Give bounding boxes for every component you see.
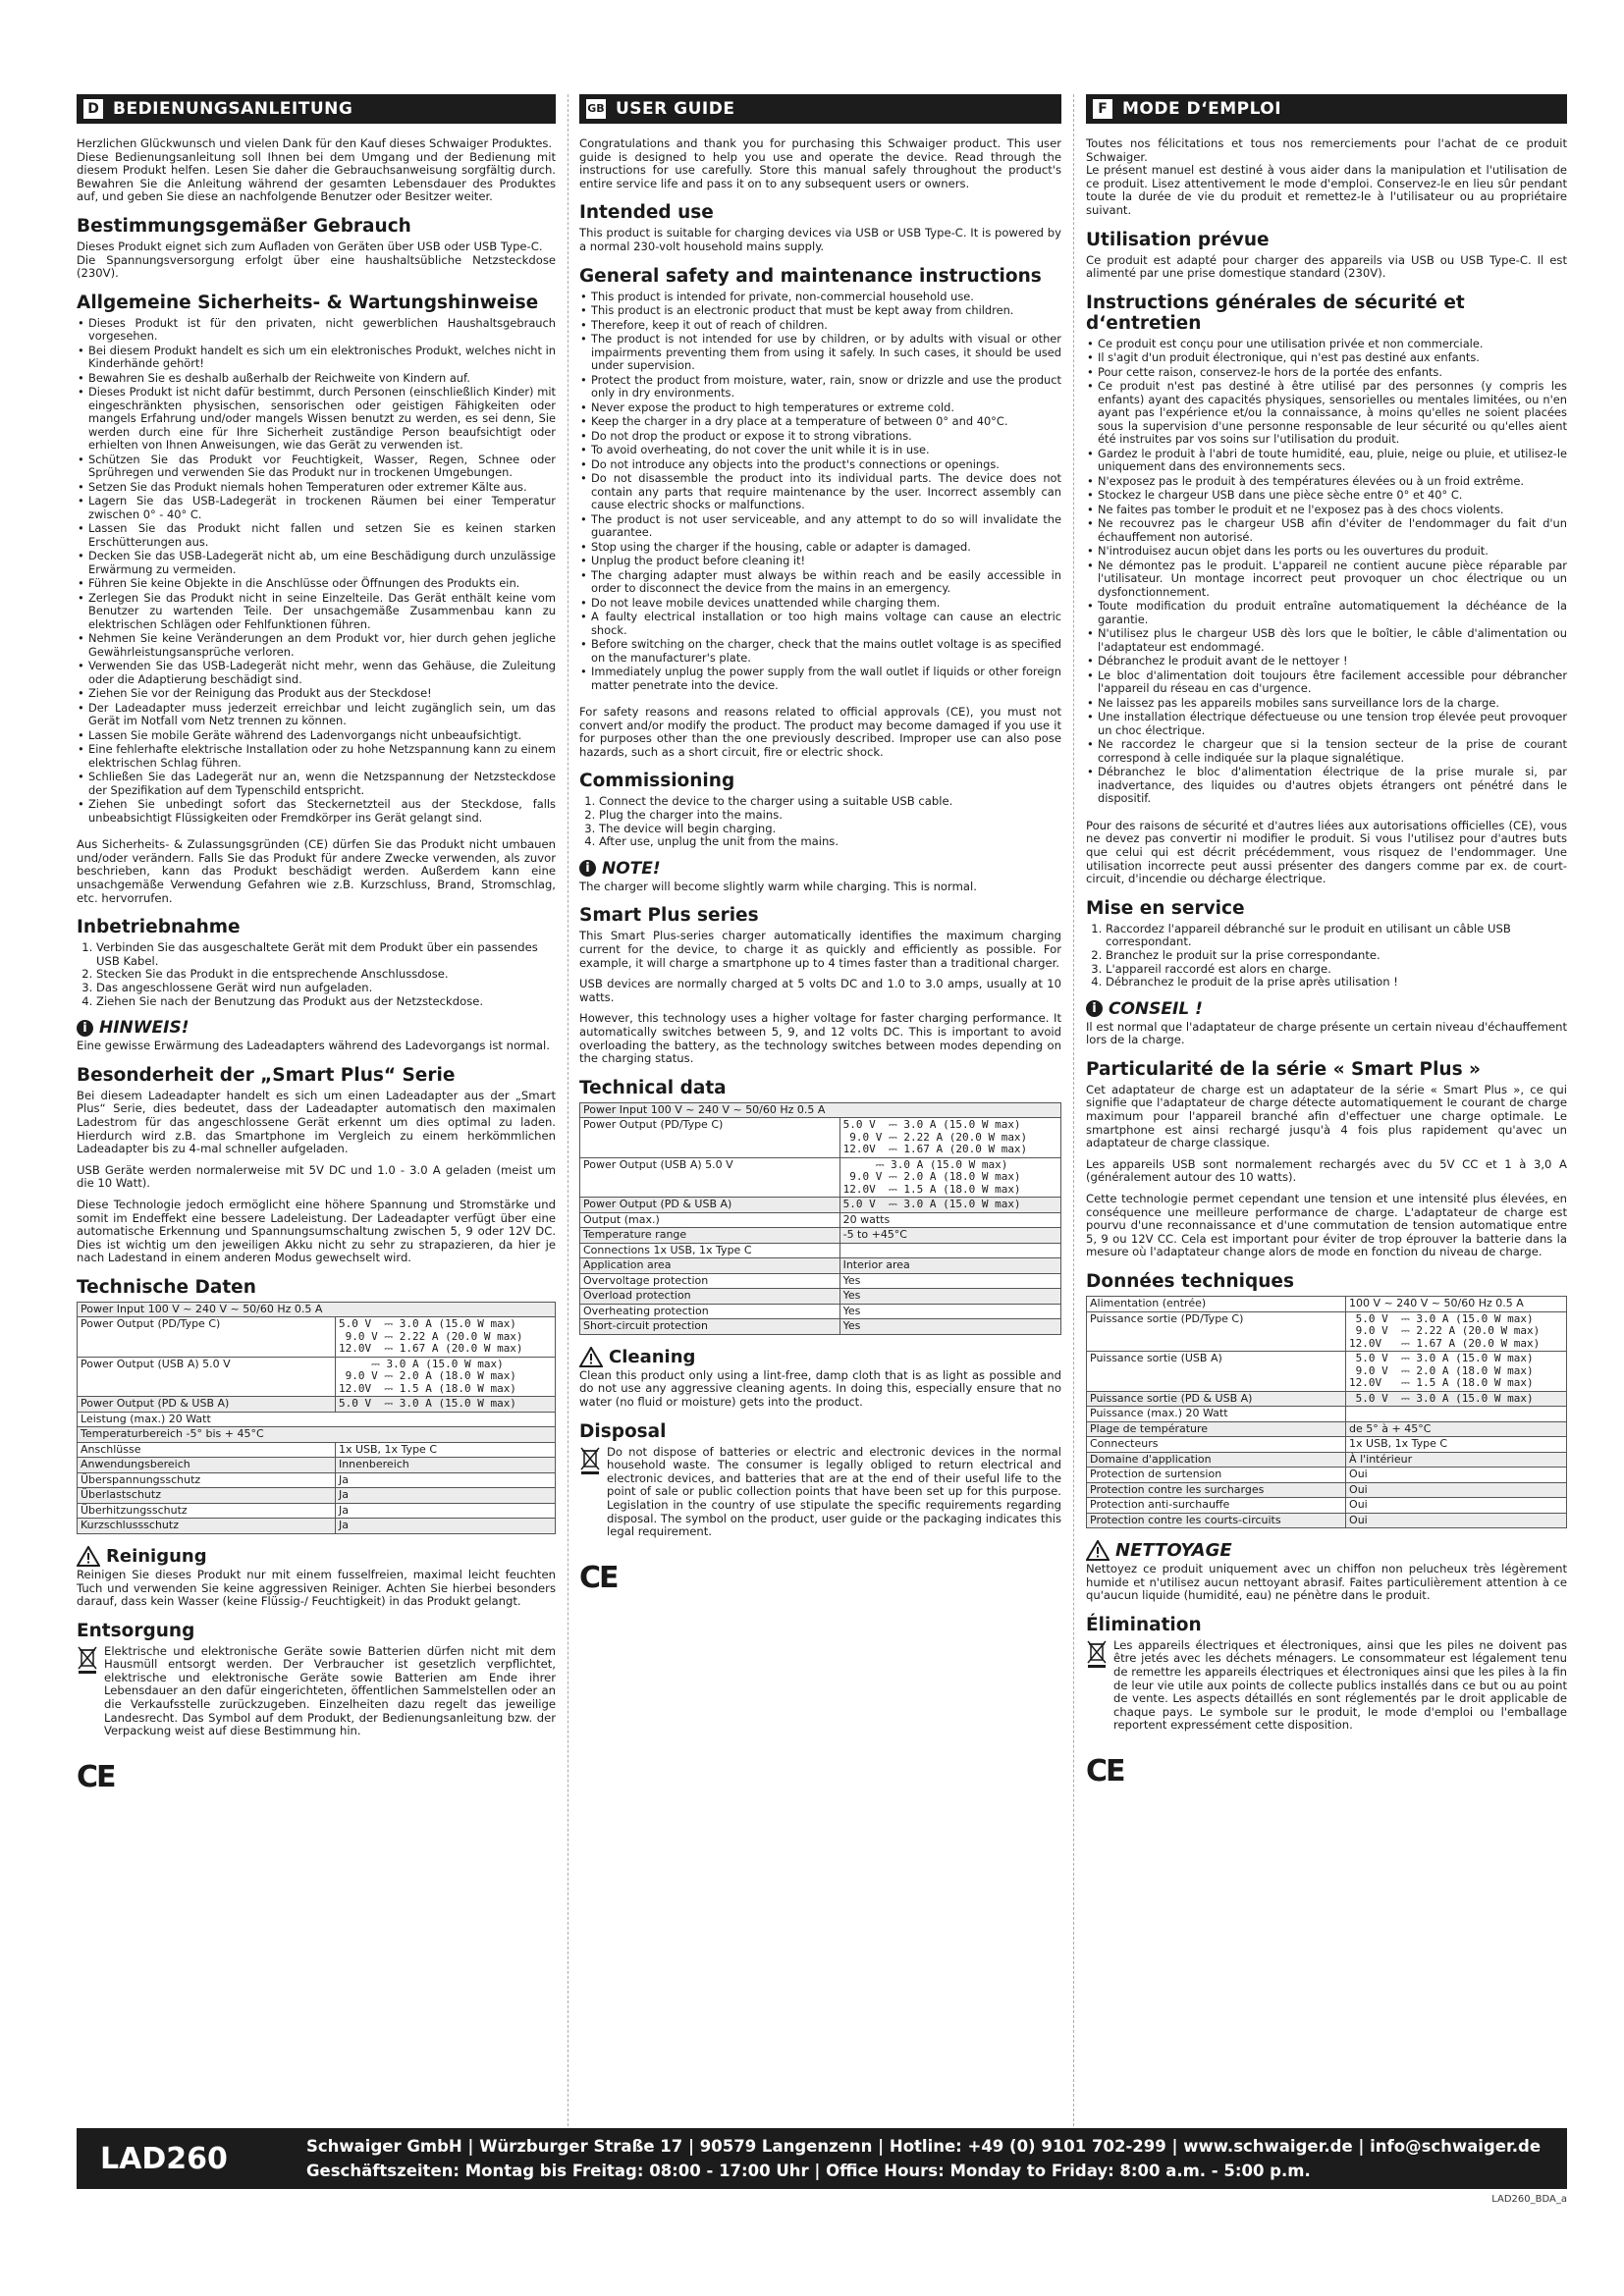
table-row [1087, 1421, 1567, 1437]
table-cell: Power Output (PD/Type C) [78, 1317, 336, 1358]
table-cell [1346, 1407, 1567, 1422]
list-item: 1. Raccordez l'appareil débranché sur le produit en utilisant un câble USB correspondant. [1106, 923, 1567, 949]
list-item: 3. L'appareil raccordé est alors en charge. [1106, 963, 1567, 977]
table-cell: -5 to +45°C [839, 1228, 1060, 1244]
table-cell: Power Output (PD & USB A) [580, 1198, 840, 1213]
list-item: • Ne recouvrez pas le chargeur USB afin d'éviter de l'endommager du fait d'un échauffement non autorisé. [1086, 517, 1567, 544]
list-item: 3. Das angeschlossene Gerät wird nun aufgeladen. [96, 982, 556, 995]
disposal-block [1086, 1639, 1567, 1740]
table-cell: 5.0 V ⎓ 3.0 A (15.0 W max) 9.0 V ⎓ 2.0 A (18.0 W max) 12.0V ⎓ 1.5 A (18.0 W max) [1346, 1352, 1567, 1392]
list-item: • Gardez le produit à l'abri de toute humidité, eau, pluie, neige ou pluie, et utilisez-le uniquement dans des environnements secs. [1086, 448, 1567, 474]
column-german [77, 94, 556, 1794]
table-cell: Yes [839, 1319, 1060, 1335]
table-cell: Puissance sortie (PD & USB A) [1087, 1391, 1346, 1407]
table-row [78, 1442, 556, 1458]
table-rows [78, 1442, 556, 1533]
table-cell [839, 1243, 1060, 1258]
disposal-block [77, 1645, 556, 1746]
list-item: • Débranchez le bloc d'alimentation électrique de la prise murale si, par inadvertance, des liquides ou d'autres objets étrangers ont pénétré dans le dispositif. [1086, 766, 1567, 806]
list-item: • Führen Sie keine Objekte in die Anschlüsse oder Öffnungen des Produkts ein. [77, 577, 556, 591]
table-cell: 100 V ~ 240 V ~ 50/60 Hz 0.5 A [1346, 1297, 1567, 1312]
technical-data-heading: Technische Daten [77, 1276, 256, 1298]
warning-icon [77, 1546, 100, 1567]
intro-text-2: Le présent manuel est destiné à vous aider dans la manipulation et l'utilisation de ce produit. Lisez attentivement le mode d'emploi. Conservez-le en lieu sûr pendant toute la durée de vie du produit et remettez-le à l'utilisateur ou au propriétaire suivant. [1086, 163, 1567, 217]
list-item: • Bewahren Sie es deshalb außerhalb der Reichweite von Kindern auf. [77, 372, 556, 386]
table-cell: Power Output (USB A) 5.0 V [78, 1357, 336, 1397]
commissioning-steps [579, 795, 1061, 848]
intended-use-heading: Bestimmungsgemäßer Gebrauch [77, 215, 411, 237]
list-item: • N'exposez pas le produit à des températures élevées ou à un froid extrême. [1086, 475, 1567, 489]
list-item: • Before switching on the charger, check that the mains outlet voltage is as specified on the manufacturer's plate. [579, 638, 1061, 665]
smart-plus-text-2: Les appareils USB sont normalement rechargés avec du 5V CC et 1 à 3,0 A (généralement autour des 10 watts). [1086, 1156, 1567, 1185]
table-cell: ⎓ 3.0 A (15.0 W max) 9.0 V ⎓ 2.0 A (18.0 W max) 12.0V ⎓ 1.5 A (18.0 W max) [335, 1357, 555, 1397]
list-item: • Keep the charger in a dry place at a temperature of between 0° and 40°C. [579, 415, 1061, 429]
list-item: • A faulty electrical installation or too high mains voltage can cause an electric shock. [579, 611, 1061, 637]
safety-list [579, 291, 1061, 693]
table-cell: de 5° à + 45°C [1346, 1421, 1567, 1437]
info-icon: i [579, 860, 596, 877]
table-cell: Anschlüsse [78, 1442, 336, 1458]
smart-plus-text-3: Diese Technologie jedoch ermöglicht eine höhere Spannung und Stromstärke und somit im Endeffekt eine bessere Ladeleistung. Der Ladeadapter verfügt über eine automatische Erkennung und Spannungsumschaltung zwischen 5, 9 oder 12V DC. Dies ist wichtig um den jeweiligen Akku nicht zu sehr zu strapazieren, da hier je nach Ladestand in einem anderen Modus gewechselt wird. [77, 1197, 556, 1265]
language-badge: GB [586, 99, 606, 119]
technical-data-table [579, 1102, 1061, 1335]
table-cell: Leistung (max.) 20 Watt [78, 1412, 556, 1427]
table-rows [1087, 1407, 1567, 1528]
list-item: • Bei diesem Produkt handelt es sich um ein elektronisches Produkt, welches nicht in Kinderhände gehört! [77, 345, 556, 371]
table-cell: Protection de surtension [1087, 1468, 1346, 1483]
technical-data-table [1086, 1296, 1567, 1528]
list-item: 2. Stecken Sie das Produkt in die entsprechende Anschlussdose. [96, 968, 556, 982]
table-cell: Yes [839, 1304, 1060, 1319]
table-rows [580, 1212, 1061, 1334]
table-cell: 5.0 V ⎓ 3.0 A (15.0 W max) [839, 1198, 1060, 1213]
table-cell: Puissance sortie (USB A) [1087, 1352, 1346, 1392]
table-cell: Oui [1346, 1482, 1567, 1498]
list-item: 3. The device will begin charging. [599, 823, 1061, 836]
smart-plus-text-2: USB devices are normally charged at 5 volts DC and 1.0 to 3.0 amps, usually at 10 watts. [579, 977, 1061, 1004]
table-cell: Plage de température [1087, 1421, 1346, 1437]
note-heading [1086, 999, 1567, 1019]
table-cell: ⎓ 3.0 A (15.0 W max) 9.0 V ⎓ 2.0 A (18.0 W max) 12.0V ⎓ 1.5 A (18.0 W max) [839, 1157, 1060, 1198]
list-item: • Ce produit n'est pas destiné à être utilisé par des personnes (y compris les enfants) ayant des capacités physiques, sensorielles ou mentales limitées, ou n'en ayant pas l'expérience et/ou la connaissance, à moins qu'elles ne soient placées sous la supervision d'une personne responsable de leur sécurité ou qu'elles aient été instruites par vos soins sur l'utilisation du produit. [1086, 380, 1567, 447]
list-item: • Le bloc d'alimentation doit toujours être facilement accessible pour débrancher l'appareil du réseau en cas d'urgence. [1086, 669, 1567, 696]
table-cell: Interior area [839, 1258, 1060, 1274]
list-item: • Ne raccordez le chargeur que si la tension secteur de la prise de courant correspond à celle indiquée sur la plaque signalétique. [1086, 738, 1567, 765]
cleaning-title: Reinigung [106, 1545, 207, 1567]
disposal-heading: Élimination [1086, 1614, 1202, 1635]
smart-plus-text-1: Bei diesem Ladeadapter handelt es sich um einen Ladeadapter aus der „Smart Plus“ Serie, dies bedeutet, dass der Ladeadapter automatisch den maximalen Ladestrom für das angeschlossene Gerät erkennt um dies optimal zu laden. Hierdurch wird z.B. das Smartphone im Vergleich zu einem herkömmlichen Ladeadapter bis zu 4-mal schneller aufgeladen. [77, 1088, 556, 1156]
table-row [1087, 1407, 1567, 1422]
smart-plus-text-3: However, this technology uses a higher voltage for faster charging performance. It automatically switches between 5, 9, and 12 volts DC. This is important to avoid overloading the battery, as the technology switches between modes depending on the charging status. [579, 1011, 1061, 1066]
table-cell: Ja [335, 1503, 555, 1519]
ce-paragraph: For safety reasons and reasons related to official approvals (CE), you must not convert and/or modify the product. The product may become damaged if you use it for purposes other than the one previously described. Improper use can also pose hazards, such as a short circuit, fire or electric shock. [579, 705, 1061, 759]
table-cell: 5.0 V ⎓ 3.0 A (15.0 W max) [335, 1397, 555, 1413]
list-item: • Never expose the product to high temperatures or extreme cold. [579, 401, 1061, 415]
table-cell: Overheating protection [580, 1304, 840, 1319]
table-row [580, 1304, 1061, 1319]
list-item: • This product is an electronic product that must be kept away from children. [579, 304, 1061, 318]
column-french [1086, 94, 1567, 1789]
table-cell: Oui [1346, 1498, 1567, 1514]
note-text: Eine gewisse Erwärmung des Ladeadapters während des Ladevorgangs ist normal. [77, 1039, 550, 1053]
table-cell: Power Output (PD & USB A) [78, 1397, 336, 1413]
list-item: • Eine fehlerhafte elektrische Installation oder zu hohe Netzspannung kann zu einem elektrischen Schlag führen. [77, 743, 556, 770]
table-row [580, 1289, 1061, 1305]
list-item: 2. Branchez le produit sur la prise correspondante. [1106, 949, 1567, 963]
table-cell: Protection anti-surchauffe [1087, 1498, 1346, 1514]
list-item: 4. After use, unplug the unit from the mains. [599, 835, 1061, 849]
table-cell: Kurzschlussschutz [78, 1519, 336, 1534]
smart-plus-heading: Smart Plus series [579, 905, 759, 927]
list-item: • The product is not user serviceable, and any attempt to do so will invalidate the guarantee. [579, 513, 1061, 540]
list-item: • Nehmen Sie keine Veränderungen an dem Produkt vor, hier durch gehen jegliche Gewährleistungsansprüche verloren. [77, 632, 556, 659]
table-row [1087, 1452, 1567, 1468]
table-cell: Puissance sortie (PD/Type C) [1087, 1311, 1346, 1352]
list-item: • Do not leave mobile devices unattended while charging them. [579, 597, 1061, 611]
list-item: • To avoid overheating, do not cover the unit while it is in use. [579, 444, 1061, 457]
cleaning-heading [579, 1347, 1061, 1367]
cleaning-title: Cleaning [609, 1346, 696, 1367]
list-item: • Ne laissez pas les appareils mobiles sans surveillance lors de la charge. [1086, 697, 1567, 711]
intended-use-text-2: Die Spannungsversorgung erfolgt über eine haushaltsübliche Netzsteckdose (230V). [77, 252, 556, 281]
section-header [579, 94, 1061, 124]
list-item: • Do not disassemble the product into its individual parts. The device does not contain any parts that require maintenance by the user. Incorrect assembly can cause electric shocks or malfunctions. [579, 472, 1061, 512]
smart-plus-text-3: Cette technologie permet cependant une tension et une intensité plus élevées, en conséquence une meilleure performance de charge. L'adaptateur de charge est pourvu d'une reconnaissance et d'une commutation de tension automatique entre 5, 9 ou 12V CC. Cela est important pour éviter de trop éprouver la batterie dans la mesure où l'adaptateur change alors de mode en fonction du niveau de charge. [1086, 1192, 1567, 1259]
table-row [78, 1458, 556, 1473]
model-number: LAD260 [100, 2141, 228, 2176]
list-item: • Toute modification du produit entraîne automatiquement la déchéance de la garantie. [1086, 600, 1567, 626]
list-item: • Decken Sie das USB-Ladegerät nicht ab, um eine Beschädigung durch unzulässige Erwärmung zu vermeiden. [77, 550, 556, 576]
section-header [1086, 94, 1567, 124]
table-row [580, 1273, 1061, 1289]
note-title: NOTE! [602, 858, 661, 879]
table-cell: 1x USB, 1x Type C [1346, 1437, 1567, 1453]
list-item: • Zerlegen Sie das Produkt nicht in seine Einzelteile. Das Gerät enthält keine vom Benutzer zu wartenden Teile. Der unsachgemäße Zusammenbau kann zu elektrischen Schlägen oder Fehlfunktionen führen. [77, 592, 556, 632]
technical-data-table [77, 1302, 556, 1534]
column-divider [568, 94, 569, 2126]
note-heading [77, 1018, 556, 1038]
table-cell: Ja [335, 1519, 555, 1534]
list-item: • Il s'agit d'un produit électronique, qui n'est pas destiné aux enfants. [1086, 351, 1567, 365]
cleaning-text: Clean this product only using a lint-free, damp cloth that is as light as possible and do not use any aggressive cleaning agents. In doing this, especially ensure that no water (no fluid or moisture) gets into the product. [579, 1367, 1061, 1409]
smart-plus-text-2: USB Geräte werden normalerweise mit 5V DC und 1.0 - 3.0 A geladen (meist um die 10 Watt). [77, 1162, 556, 1191]
table-row [1087, 1513, 1567, 1528]
disposal-heading: Entsorgung [77, 1620, 195, 1641]
table-row [580, 1319, 1061, 1335]
safety-heading: Instructions générales de sécurité et d‘entretien [1086, 292, 1465, 334]
table-cell: Power Output (USB A) 5.0 V [580, 1157, 840, 1198]
list-item: • Unplug the product before cleaning it! [579, 555, 1061, 568]
list-item: • Ziehen Sie vor der Reinigung das Produkt aus der Steckdose! [77, 687, 556, 701]
table-row [1087, 1468, 1567, 1483]
cleaning-title: NETTOYAGE [1115, 1540, 1232, 1561]
ce-paragraph: Aus Sicherheits- & Zulassungsgründen (CE) dürfen Sie das Produkt nicht umbauen und/oder verändern. Falls Sie das Produkt für andere Zwecke verwenden, als zuvor beschrieben, kann das Produkt beschädigt werden. Außerdem kann eine unsachgemäße Verwendung Gefahren wie z.B. Kurzschluss, Brand, Stromschlag, etc. hervorrufen. [77, 837, 556, 905]
list-item: • Der Ladeadapter muss jederzeit erreichbar und leicht zugänglich sein, um das Gerät im Notfall vom Netz trennen zu können. [77, 702, 556, 728]
safety-heading: General safety and maintenance instructions [579, 265, 1042, 287]
note-title: CONSEIL ! [1109, 998, 1203, 1019]
list-item: • Do not drop the product or expose it to strong vibrations. [579, 430, 1061, 444]
list-item: • Lassen Sie mobile Geräte während des Ladenvorgangs nicht unbeaufsichtigt. [77, 729, 556, 743]
smart-plus-heading: Besonderheit der „Smart Plus“ Serie [77, 1064, 456, 1086]
safety-heading: Allgemeine Sicherheits- & Wartungshinweise [77, 292, 539, 313]
disposal-heading: Disposal [579, 1420, 667, 1442]
list-item: • Do not introduce any objects into the product's connections or openings. [579, 458, 1061, 472]
table-row [78, 1503, 556, 1519]
footer-contact-line: Schwaiger GmbH | Würzburger Straße 17 | 90579 Langenzenn | Hotline: +49 (0) 9101 702-299 | www.schwaiger.de | info@schwaiger.de [306, 2137, 1542, 2156]
disposal-block [579, 1446, 1061, 1547]
ce-paragraph: Pour des raisons de sécurité et d'autres liées aux autorisations officielles (CE), vous ne devez pas convertir ni modifier le produit. Si vous l'utilisez pour d'autres buts que celui qui est décrit précédemment, vous risquez de l'endommager. Une utilisation incorrecte peut aussi présenter des dangers comme par ex. de court-circuit, d'incendie ou décharge électrique. [1086, 818, 1567, 886]
note-heading [579, 859, 1061, 879]
table-cell: Ja [335, 1472, 555, 1488]
table-cell: Überspannungsschutz [78, 1472, 336, 1488]
list-item: • Ce produit est conçu pour une utilisation privée et non commerciale. [1086, 338, 1567, 351]
table-rows-top [1087, 1297, 1567, 1312]
list-item: • Stop using the charger if the housing, cable or adapter is damaged. [579, 541, 1061, 555]
list-item: 1. Verbinden Sie das ausgeschaltete Gerät mit dem Produkt über ein passendes USB Kabel. [96, 941, 556, 968]
table-row [1087, 1482, 1567, 1498]
warning-icon [579, 1347, 603, 1367]
list-item: • Ne faites pas tomber le produit et ne l'exposez pas à des chocs violents. [1086, 504, 1567, 517]
safety-list [77, 317, 556, 826]
disposal-text: Les appareils électriques et électroniques, ainsi que les piles ne doivent pas être jetés avec les déchets ménagers. Le consommateur est légalement tenu de remettre les appareils électriques et électroniques ainsi que les piles à la fin de leur vie utile aux points de collecte publics installés dans ce but ou au point de vente. Les aspects détaillés en sont réglementés par le droit applicable de chaque pays. Le symbole sur le produit, le mode d'emploi ou l'emballage reportent expressément cette disposition. [1113, 1637, 1567, 1733]
note-text: The charger will become slightly warm while charging. This is normal. [579, 879, 977, 893]
list-item: • Verwenden Sie das USB-Ladegerät nicht mehr, wenn das Gehäuse, die Zuleitung oder die Adaptierung beschädigt sind. [77, 660, 556, 686]
table-cell: Innenbereich [335, 1458, 555, 1473]
table-cell: Oui [1346, 1513, 1567, 1528]
table-cell: Überlastschutz [78, 1488, 336, 1504]
intended-use-text: This product is suitable for charging devices via USB or USB Type-C. It is powered by a normal 230-volt household mains supply. [579, 226, 1061, 253]
table-row [580, 1228, 1061, 1244]
note-title: HINWEIS! [99, 1018, 189, 1039]
table-cell: Power Input 100 V ~ 240 V ~ 50/60 Hz 0.5 A [580, 1102, 1061, 1118]
table-cell: 5.0 V ⎓ 3.0 A (15.0 W max) 9.0 V ⎓ 2.22 A (20.0 W max) 12.0V ⎓ 1.67 A (20.0 W max) [1346, 1311, 1567, 1352]
column-english [579, 94, 1061, 1595]
info-icon: i [77, 1020, 93, 1037]
smart-plus-text-1: This Smart Plus-series charger automatically identifies the maximum charging current for the device, to charge it as quickly and efficiently as possible. For example, it will charge a smartphone up to 4 times faster than a traditional charger. [579, 929, 1061, 970]
list-item: • Lassen Sie das Produkt nicht fallen und setzen Sie es keinen starken Erschütterungen aus. [77, 522, 556, 549]
list-item: • Dieses Produkt ist für den privaten, nicht gewerblichen Haushaltsgebrauch vorgesehen. [77, 317, 556, 344]
ce-mark: CE [1086, 1753, 1124, 1789]
crossed-bin-icon [77, 1645, 98, 1675]
table-cell: Connections 1x USB, 1x Type C [580, 1243, 840, 1258]
intended-use-text: Ce produit est adapté pour charger des appareils via USB ou USB Type-C. Il est alimenté par une prise domestique standard (230V). [1086, 252, 1567, 281]
intro-text: Toutes nos félicitations et tous nos remerciements pour l'achat de ce produit Schwaiger. [1086, 136, 1567, 164]
table-row [580, 1243, 1061, 1258]
table-cell: Puissance (max.) 20 Watt [1087, 1407, 1346, 1422]
info-icon: i [1086, 1000, 1103, 1017]
table-row [580, 1212, 1061, 1228]
table-row [1087, 1498, 1567, 1514]
commissioning-heading: Inbetriebnahme [77, 917, 241, 938]
list-item: 1. Connect the device to the charger using a suitable USB cable. [599, 795, 1061, 809]
section-header [77, 94, 556, 124]
list-item: • Lagern Sie das USB-Ladegerät in trockenen Räumen bei einer Temperatur zwischen 0° - 40° C. [77, 495, 556, 521]
list-item: • Une installation électrique défectueuse ou une tension trop élevée peut provoquer un choc électrique. [1086, 711, 1567, 737]
table-cell: Output (max.) [580, 1212, 840, 1228]
intended-use-text: Dieses Produkt eignet sich zum Aufladen von Geräten über USB oder USB Type-C. [77, 239, 543, 253]
safety-list [1086, 338, 1567, 806]
commissioning-heading: Commissioning [579, 771, 735, 792]
table-cell: Protection contre les courts-circuits [1087, 1513, 1346, 1528]
language-badge: F [1093, 99, 1112, 119]
table-cell: Application area [580, 1258, 840, 1274]
commissioning-steps [77, 941, 556, 1008]
list-item: • Ziehen Sie unbedingt sofort das Steckernetzteil aus der Steckdose, falls unbeabsichtigt Flüssigkeiten oder Fremdkörper ins Gerät gelangt sind. [77, 798, 556, 825]
list-item: • N'utilisez plus le chargeur USB dès lors que le boîtier, le câble d'alimentation ou l'adaptateur est endommagé. [1086, 627, 1567, 654]
crossed-bin-icon [579, 1446, 601, 1475]
table-cell: Überhitzungsschutz [78, 1503, 336, 1519]
table-cell: Temperaturbereich -5° bis + 45°C [78, 1427, 556, 1443]
cleaning-heading [1086, 1540, 1567, 1561]
list-item: • Pour cette raison, conservez-le hors de la portée des enfants. [1086, 366, 1567, 380]
table-row [78, 1519, 556, 1534]
disposal-text: Elektrische und elektronische Geräte sowie Batterien dürfen nicht mit dem Hausmüll entsorgt werden. Der Verbraucher ist gesetzlich verpflichtet, elektrische und elektronische Geräte sowie Batterien am Ende ihrer Lebensdauer an den dafür eingerichteten, öffentlichen Sammelstellen oder an die Verkaufsstelle zurückzugeben. Einzelheiten dazu regelt das jeweilige Landesrecht. Das Symbol auf dem Produkt, der Bedienungsanleitung bzw. der Verpackung weist auf diese Bestimmung hin. [104, 1643, 556, 1738]
table-cell: À l'intérieur [1346, 1452, 1567, 1468]
table-cell: 1x USB, 1x Type C [335, 1442, 555, 1458]
table-cell: Alimentation (entrée) [1087, 1297, 1346, 1312]
smart-plus-text-1: Cet adaptateur de charge est un adaptateur de la série « Smart Plus », ce qui signifie que l'adaptateur de charge détecte automatiquement le courant de charge maximum pour l'appareil branché afin d'effectuer une charge optimale. Le smartphone est ainsi rechargé jusqu'à 4 fois plus rapidement qu'avec un adaptateur de charge classique. [1086, 1082, 1567, 1150]
table-cell: Oui [1346, 1468, 1567, 1483]
table-cell: Short-circuit protection [580, 1319, 840, 1335]
intended-use-heading: Intended use [579, 202, 714, 224]
footer-contact [306, 2134, 1541, 2183]
table-cell: Power Output (PD/Type C) [580, 1118, 840, 1158]
table-cell: Overload protection [580, 1289, 840, 1305]
list-item: • Setzen Sie das Produkt niemals hohen Temperaturen oder extremer Kälte aus. [77, 481, 556, 495]
intro-text: Herzlichen Glückwunsch und vielen Dank für den Kauf dieses Schwaiger Produktes. [77, 136, 553, 150]
warning-icon [1086, 1540, 1110, 1561]
list-item: • Schützen Sie das Produkt vor Feuchtigkeit, Wasser, Regen, Schnee oder Sprühregen und verwenden Sie das Produkt nur in trockenen Umgebungen. [77, 454, 556, 480]
footer-bar [77, 2128, 1567, 2189]
intro-text: Congratulations and thank you for purchasing this Schwaiger product. This user guide is designed to help you use and operate the device. Read through the instructions for use carefully. Store this manual safely throughout the product's entire service life and pass it on to any subsequent users or owners. [579, 136, 1061, 190]
column-divider [1073, 94, 1075, 2126]
list-item: • N'introduisez aucun objet dans les ports ou les ouvertures du produit. [1086, 545, 1567, 559]
cleaning-text: Reinigen Sie dieses Produkt nur mit einem fusselfreien, maximal leicht feuchten Tuch und verwenden Sie keine aggressiven Reiniger. Achten Sie hierbei besonders darauf, dass kein Wasser (keine Flüssig-/ Feuchtigkeit) in das Produkt gelangt. [77, 1567, 556, 1609]
ce-mark: CE [77, 1759, 115, 1794]
table-cell: Connecteurs [1087, 1437, 1346, 1453]
list-item: • The product is not intended for use by children, or by adults with visual or other impairments preventing them from using it safely. In such cases, it should be used under supervision. [579, 333, 1061, 373]
table-cell: 5.0 V ⎓ 3.0 A (15.0 W max) 9.0 V ⎓ 2.22 A (20.0 W max) 12.0V ⎓ 1.67 A (20.0 W max) [839, 1118, 1060, 1158]
table-cell: 5.0 V ⎓ 3.0 A (15.0 W max) [1346, 1391, 1567, 1407]
list-item: • Immediately unplug the power supply from the wall outlet if liquids or other foreign matter penetrate into the device. [579, 666, 1061, 692]
list-item: • Schließen Sie das Ladegerät nur an, wenn die Netzspannung der Netzsteckdose der Spezifikation auf dem Typenschild entspricht. [77, 771, 556, 797]
table-cell: Power Input 100 V ~ 240 V ~ 50/60 Hz 0.5 A [78, 1302, 556, 1317]
list-item: • Dieses Produkt ist nicht dafür bestimmt, durch Personen (einschließlich Kinder) mit eingeschränkten physischen, sensorischen oder geistigen Fähigkeiten oder mangels Erfahrung und/oder mangels Wissen benutzt zu werden, es sei denn, Sie werden durch eine für Ihre Sicherheit zuständige Person beaufsichtigt oder erhielten von Ihnen Anweisungen, wie das Gerät zu verwenden ist. [77, 386, 556, 453]
table-cell: Yes [839, 1273, 1060, 1289]
table-cell: Anwendungsbereich [78, 1458, 336, 1473]
table-cell: Ja [335, 1488, 555, 1504]
list-item: 2. Plug the charger into the mains. [599, 809, 1061, 823]
intro-text-2: Diese Bedienungsanleitung soll Ihnen bei dem Umgang und der Bedienung mit diesem Produkt helfen. Lesen Sie daher die Gebrauchsanweisung sorgfältig durch. Bewahren Sie die Anleitung während der gesamten Lebensdauer des Produktes auf, und geben Sie diese an nachfolgende Benutzer oder Besitzer weiter. [77, 149, 556, 204]
cleaning-text: Nettoyez ce produit uniquement avec un chiffon non pelucheux très légèrement humide et n'utilisez aucun nettoyant abrasif. Faites particulièrement attention à ce qu'aucun liquide (humidité, eau) ne pénètre dans le produit. [1086, 1562, 1567, 1603]
table-cell: 20 watts [839, 1212, 1060, 1228]
disposal-text: Do not dispose of batteries or electric and electronic devices in the normal household waste. The consumer is legally obliged to return electrical and electronic devices, and batteries that are at the end of their useful life to the point of sale or public collection points that have been set up for this purpose. Legislation in the country of use stipulate the specific requirements regarding disposal. The symbol on the product, user guide or the packaging indicates this legal requirement. [607, 1444, 1061, 1539]
language-badge: D [83, 99, 103, 119]
list-item: • Stockez le chargeur USB dans une pièce sèche entre 0° et 40° C. [1086, 489, 1567, 503]
list-item: • Protect the product from moisture, water, rain, snow or drizzle and use the product only in dry environments. [579, 374, 1061, 400]
table-row [1087, 1437, 1567, 1453]
cleaning-heading [77, 1546, 556, 1567]
technical-data-heading: Données techniques [1086, 1271, 1294, 1292]
list-item: • Ne démontez pas le produit. L'appareil ne contient aucune pièce réparable par l'utilisateur. Un montage incorrect peut provoquer un choc électrique ou un dysfonctionnement. [1086, 560, 1567, 600]
smart-plus-heading: Particularité de la série « Smart Plus » [1086, 1058, 1481, 1080]
commissioning-steps [1086, 923, 1567, 989]
list-item: • Therefore, keep it out of reach of children. [579, 319, 1061, 333]
note-text: Il est normal que l'adaptateur de charge présente un certain niveau d'échauffement lors de la charge. [1086, 1019, 1567, 1047]
table-cell: Protection contre les surcharges [1087, 1482, 1346, 1498]
table-row [1087, 1297, 1567, 1312]
table-cell: Domaine d'application [1087, 1452, 1346, 1468]
list-item: 4. Ziehen Sie nach der Benutzung das Produkt aus der Netzsteckdose. [96, 995, 556, 1009]
table-cell: Temperature range [580, 1228, 840, 1244]
list-item: 4. Débranchez le produit de la prise après utilisation ! [1106, 976, 1567, 989]
commissioning-heading: Mise en service [1086, 897, 1245, 919]
table-cell: 5.0 V ⎓ 3.0 A (15.0 W max) 9.0 V ⎓ 2.22 A (20.0 W max) 12.0V ⎓ 1.67 A (20.0 W max) [335, 1317, 555, 1358]
intended-use-heading: Utilisation prévue [1086, 229, 1270, 250]
ce-mark: CE [579, 1560, 618, 1595]
section-title: MODE D‘EMPLOI [1122, 99, 1282, 119]
technical-data-heading: Technical data [579, 1077, 727, 1098]
footer-hours-line: Geschäftszeiten: Montag bis Freitag: 08:00 - 17:00 Uhr | Office Hours: Monday to Friday: 8:00 a.m. - 5:00 p.m. [306, 2162, 1311, 2180]
table-cell: Overvoltage protection [580, 1273, 840, 1289]
section-title: BEDIENUNGSANLEITUNG [113, 99, 353, 119]
document-reference: LAD260_BDA_a [1491, 2194, 1567, 2205]
crossed-bin-icon [1086, 1639, 1108, 1669]
table-row [580, 1258, 1061, 1274]
section-title: USER GUIDE [616, 99, 735, 119]
list-item: • The charging adapter must always be within reach and be easily accessible in order to disconnect the device from the mains in an emergency. [579, 569, 1061, 596]
table-row [78, 1472, 556, 1488]
list-item: • Débranchez le produit avant de le nettoyer ! [1086, 655, 1567, 668]
table-row [78, 1488, 556, 1504]
table-cell: Yes [839, 1289, 1060, 1305]
list-item: • This product is intended for private, non-commercial household use. [579, 291, 1061, 304]
